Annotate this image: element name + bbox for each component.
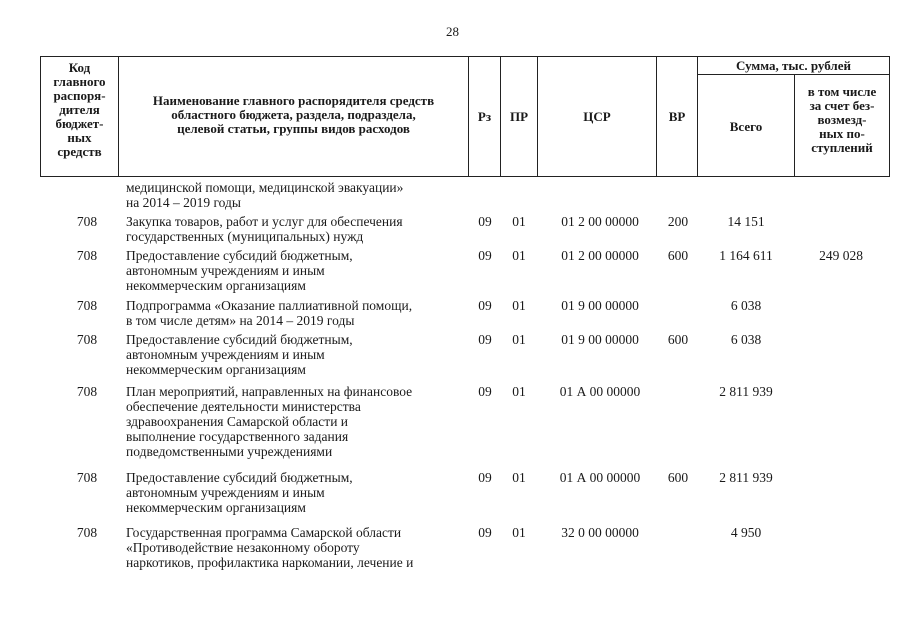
row-name <box>126 214 466 244</box>
header-vr: ВР <box>668 109 686 124</box>
header-rz: Рз <box>477 109 492 124</box>
row-code: 708 <box>76 525 98 540</box>
row-name-line: медицинской помощи, медицинской эвакуации» <box>126 180 404 195</box>
row-name-line: обеспечение деятельности министерства <box>126 399 361 414</box>
row-name-line: подведомственными учреждениями <box>126 444 333 459</box>
row-pr: 01 <box>512 214 526 229</box>
page-number: 28 <box>446 24 459 39</box>
row-csr: 01 2 00 00000 <box>561 248 639 263</box>
row-name-line: Предоставление субсидий бюджетным, <box>126 470 353 485</box>
row-total: 6 038 <box>730 298 762 313</box>
row-name <box>126 298 466 328</box>
header-free-line: в том числе <box>807 84 877 99</box>
row-code: 708 <box>76 298 98 313</box>
row-name <box>126 332 466 377</box>
header-bottom-border <box>40 176 890 177</box>
row-total: 1 164 611 <box>719 248 773 263</box>
row-total: 4 950 <box>730 525 762 540</box>
header-pr: ПР <box>509 109 529 124</box>
row-name-line: выполнение государственного задания <box>126 429 349 444</box>
row-rz: 09 <box>478 298 492 313</box>
row-free: 249 028 <box>819 248 863 263</box>
row-vr: 600 <box>667 248 689 263</box>
row-csr: 01 А 00 00000 <box>559 470 641 485</box>
row-rz: 09 <box>478 248 492 263</box>
header-code-line: Код <box>68 60 91 75</box>
row-csr: 32 0 00 00000 <box>561 525 639 540</box>
row-pr: 01 <box>512 384 526 399</box>
header-code <box>41 61 118 159</box>
header-border-vr <box>697 56 698 177</box>
row-name-line: Государственная программа Самарской области <box>126 525 402 540</box>
row-name-line: некоммерческим организациям <box>126 362 306 377</box>
header-border-right <box>889 56 890 177</box>
row-rz: 09 <box>478 470 492 485</box>
header-free <box>795 85 889 155</box>
header-name-line: Наименование главного распорядителя средств <box>152 93 435 108</box>
row-name <box>126 384 466 459</box>
row-pr: 01 <box>512 470 526 485</box>
header-sum-title: Сумма, тыс. рублей <box>736 58 851 73</box>
row-csr: 01 9 00 00000 <box>561 332 639 347</box>
header-name-line: целевой статьи, группы видов расходов <box>177 121 410 136</box>
row-name-line: на 2014 – 2019 годы <box>126 195 241 210</box>
header-csr: ЦСР <box>583 109 611 124</box>
row-pr: 01 <box>512 525 526 540</box>
row-name-line: некоммерческим организациям <box>126 500 306 515</box>
header-code-line: дителя <box>59 102 100 117</box>
row-name-line: государственных (муниципальных) нужд <box>126 229 364 244</box>
row-name-line: автономным учреждениям и иным <box>126 347 325 362</box>
row-name-line: в том числе детям» на 2014 – 2019 годы <box>126 313 355 328</box>
row-total: 2 811 939 <box>719 470 773 485</box>
row-name-line: здравоохранения Самарской области и <box>126 414 349 429</box>
row-pr: 01 <box>512 332 526 347</box>
header-free-line: ных по- <box>819 126 865 141</box>
header-total: Всего <box>729 119 763 134</box>
header-free-line: возмезд- <box>817 112 867 127</box>
row-rz: 09 <box>478 332 492 347</box>
row-csr: 01 А 00 00000 <box>559 384 641 399</box>
row-name <box>126 248 466 293</box>
row-name-line: наркотиков, профилактика наркомании, лечение и <box>126 555 414 570</box>
header-code-line: главного <box>53 74 106 89</box>
header-free-line: ступлений <box>811 140 873 155</box>
row-name-line: Закупка товаров, работ и услуг для обеспечения <box>126 214 403 229</box>
row-rz: 09 <box>478 214 492 229</box>
header-code-line: ных <box>67 130 92 145</box>
row-vr: 600 <box>667 470 689 485</box>
row-rz: 09 <box>478 384 492 399</box>
header-code-line: бюджет- <box>55 116 104 131</box>
row-pr: 01 <box>512 248 526 263</box>
row-code: 708 <box>76 332 98 347</box>
row-name-line: автономным учреждениям и иным <box>126 263 325 278</box>
row-vr: 600 <box>667 332 689 347</box>
row-total: 14 151 <box>727 214 765 229</box>
header-free-line: за счет без- <box>809 98 875 113</box>
header-code-line: распоря- <box>53 88 106 103</box>
row-name-line: некоммерческим организациям <box>126 278 306 293</box>
row-name <box>126 525 466 570</box>
row-csr: 01 9 00 00000 <box>561 298 639 313</box>
row-name-line: Предоставление субсидий бюджетным, <box>126 332 353 347</box>
row-name-line: План мероприятий, направленных на финансовое <box>126 384 413 399</box>
row-rz: 09 <box>478 525 492 540</box>
row-code: 708 <box>76 214 98 229</box>
header-name-line: областного бюджета, раздела, подраздела, <box>171 107 416 122</box>
row-csr: 01 2 00 00000 <box>561 214 639 229</box>
row-pr: 01 <box>512 298 526 313</box>
row-vr: 200 <box>667 214 689 229</box>
row-name-line: Подпрограмма «Оказание паллиативной помощи, <box>126 298 413 313</box>
row-total: 2 811 939 <box>719 384 773 399</box>
row-code: 708 <box>76 248 98 263</box>
row-code: 708 <box>76 470 98 485</box>
row-name <box>126 470 466 515</box>
row-name-line: автономным учреждениям и иным <box>126 485 325 500</box>
header-name <box>119 94 468 136</box>
row-name-line: Предоставление субсидий бюджетным, <box>126 248 353 263</box>
header-code-line: средств <box>57 144 102 159</box>
row-name-line: «Противодействие незаконному обороту <box>126 540 360 555</box>
row-code: 708 <box>76 384 98 399</box>
row-total: 6 038 <box>730 332 762 347</box>
row-name <box>126 180 466 210</box>
header-top-border <box>40 56 890 57</box>
